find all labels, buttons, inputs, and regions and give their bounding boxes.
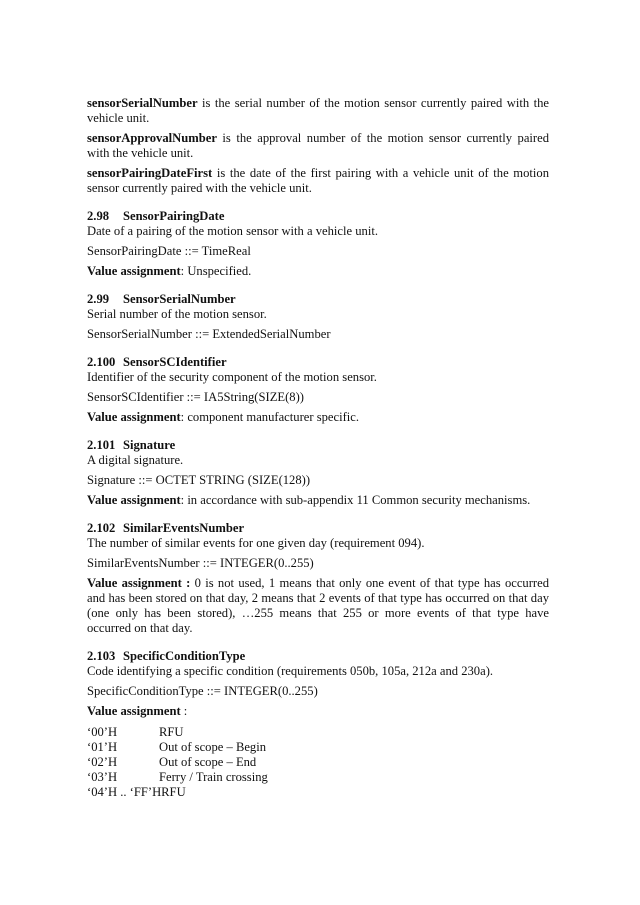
asn1-definition: SimilarEventsNumber ::= INTEGER(0..255): [87, 556, 314, 570]
section-heading-2-103: [87, 649, 549, 664]
value-assignment-sep: :: [180, 410, 188, 424]
section-heading-2-101: [87, 438, 549, 453]
section-number: 2.98: [87, 209, 110, 223]
section-number: 2.103: [87, 649, 116, 663]
value-assignment: [87, 410, 549, 425]
definition-sensor-pairing-date-first: [87, 166, 549, 196]
value-code: ‘02’H: [87, 755, 118, 769]
value-table: [87, 725, 549, 800]
value-row: [87, 725, 549, 740]
value-assignment: [87, 264, 549, 279]
value-assignment-text: in accordance with sub-appendix 11 Common security mechanisms.: [187, 493, 531, 507]
section-title: SimilarEventsNumber: [123, 521, 245, 535]
section-title: SensorSerialNumber: [123, 292, 236, 306]
definition-text: is the date of the first pairing with a vehicle unit of the motion sensor currently paired with the vehicle unit.: [87, 166, 549, 195]
value-code: ‘01’H: [87, 740, 118, 754]
section-description: Identifier of the security component of the motion sensor.: [87, 370, 377, 384]
value-code: ‘00’H: [87, 725, 118, 739]
value-assignment: [87, 576, 549, 636]
section-heading-2-100: [87, 355, 549, 370]
value-assignment-text: 0 is not used, 1 means that only one event of that type has occurred and has been stored on that day, 2 means that 2 events of that type has occurred on that day (one only has been stored), …255 means that 255 or more events of that type have occurred on that day.: [87, 576, 549, 635]
section-description: Serial number of the motion sensor.: [87, 307, 267, 321]
definition-sensor-approval-number: [87, 131, 549, 161]
section-description: A digital signature.: [87, 453, 184, 467]
value-assignment-sep: :: [180, 493, 188, 507]
value-assignment: [87, 704, 549, 719]
value-row: [87, 770, 549, 785]
section-heading-2-102: [87, 521, 549, 536]
asn1-definition: SpecificConditionType ::= INTEGER(0..255): [87, 684, 318, 698]
section-number: 2.100: [87, 355, 116, 369]
term: sensorPairingDateFirst: [87, 166, 213, 180]
section-number: 2.102: [87, 521, 116, 535]
value-assignment-sep: :: [180, 704, 188, 718]
definition-text: is the approval number of the motion sensor currently paired with the vehicle unit.: [87, 131, 549, 160]
value-assignment-label: Value assignment: [87, 493, 181, 507]
value-assignment-label: Value assignment: [87, 264, 181, 278]
value-range: ‘04’H .. ‘FF’HRFU: [87, 785, 186, 799]
section-description: Code identifying a specific condition (requirements 050b, 105a, 212a and 230a).: [87, 664, 494, 678]
section-description: The number of similar events for one given day (requirement 094).: [87, 536, 425, 550]
section-number: 2.101: [87, 438, 116, 452]
section-heading-2-98: [87, 209, 549, 224]
value-assignment: [87, 493, 549, 508]
value-row: [87, 755, 549, 770]
section-title: SensorSCIdentifier: [123, 355, 227, 369]
value-row: [87, 740, 549, 755]
section-heading-2-99: [87, 292, 549, 307]
term: sensorApprovalNumber: [87, 131, 217, 145]
asn1-definition: SensorSerialNumber ::= ExtendedSerialNumber: [87, 327, 331, 341]
section-title: Signature: [123, 438, 176, 452]
value-meaning: RFU: [159, 725, 184, 739]
section-number: 2.99: [87, 292, 110, 306]
value-code: ‘03’H: [87, 770, 118, 784]
value-assignment-sep: :: [180, 264, 188, 278]
section-title: SensorPairingDate: [123, 209, 225, 223]
value-assignment-label: Value assignment :: [87, 576, 191, 590]
definition-text: is the serial number of the motion sensor currently paired with the vehicle unit.: [87, 96, 549, 125]
document-page: [87, 96, 549, 800]
section-description: Date of a pairing of the motion sensor with a vehicle unit.: [87, 224, 378, 238]
value-assignment-label: Value assignment: [87, 704, 181, 718]
asn1-definition: SensorPairingDate ::= TimeReal: [87, 244, 251, 258]
value-assignment-label: Value assignment: [87, 410, 181, 424]
asn1-definition: SensorSCIdentifier ::= IA5String(SIZE(8)): [87, 390, 304, 404]
value-meaning: Ferry / Train crossing: [159, 770, 268, 784]
section-title: SpecificConditionType: [123, 649, 246, 663]
term: sensorSerialNumber: [87, 96, 198, 110]
asn1-definition: Signature ::= OCTET STRING (SIZE(128)): [87, 473, 311, 487]
definition-sensor-serial-number: [87, 96, 549, 126]
value-row-range: [87, 785, 549, 800]
value-assignment-text: Unspecified.: [187, 264, 252, 278]
value-meaning: Out of scope – Begin: [159, 740, 267, 754]
value-meaning: Out of scope – End: [159, 755, 257, 769]
value-assignment-text: component manufacturer specific.: [187, 410, 360, 424]
